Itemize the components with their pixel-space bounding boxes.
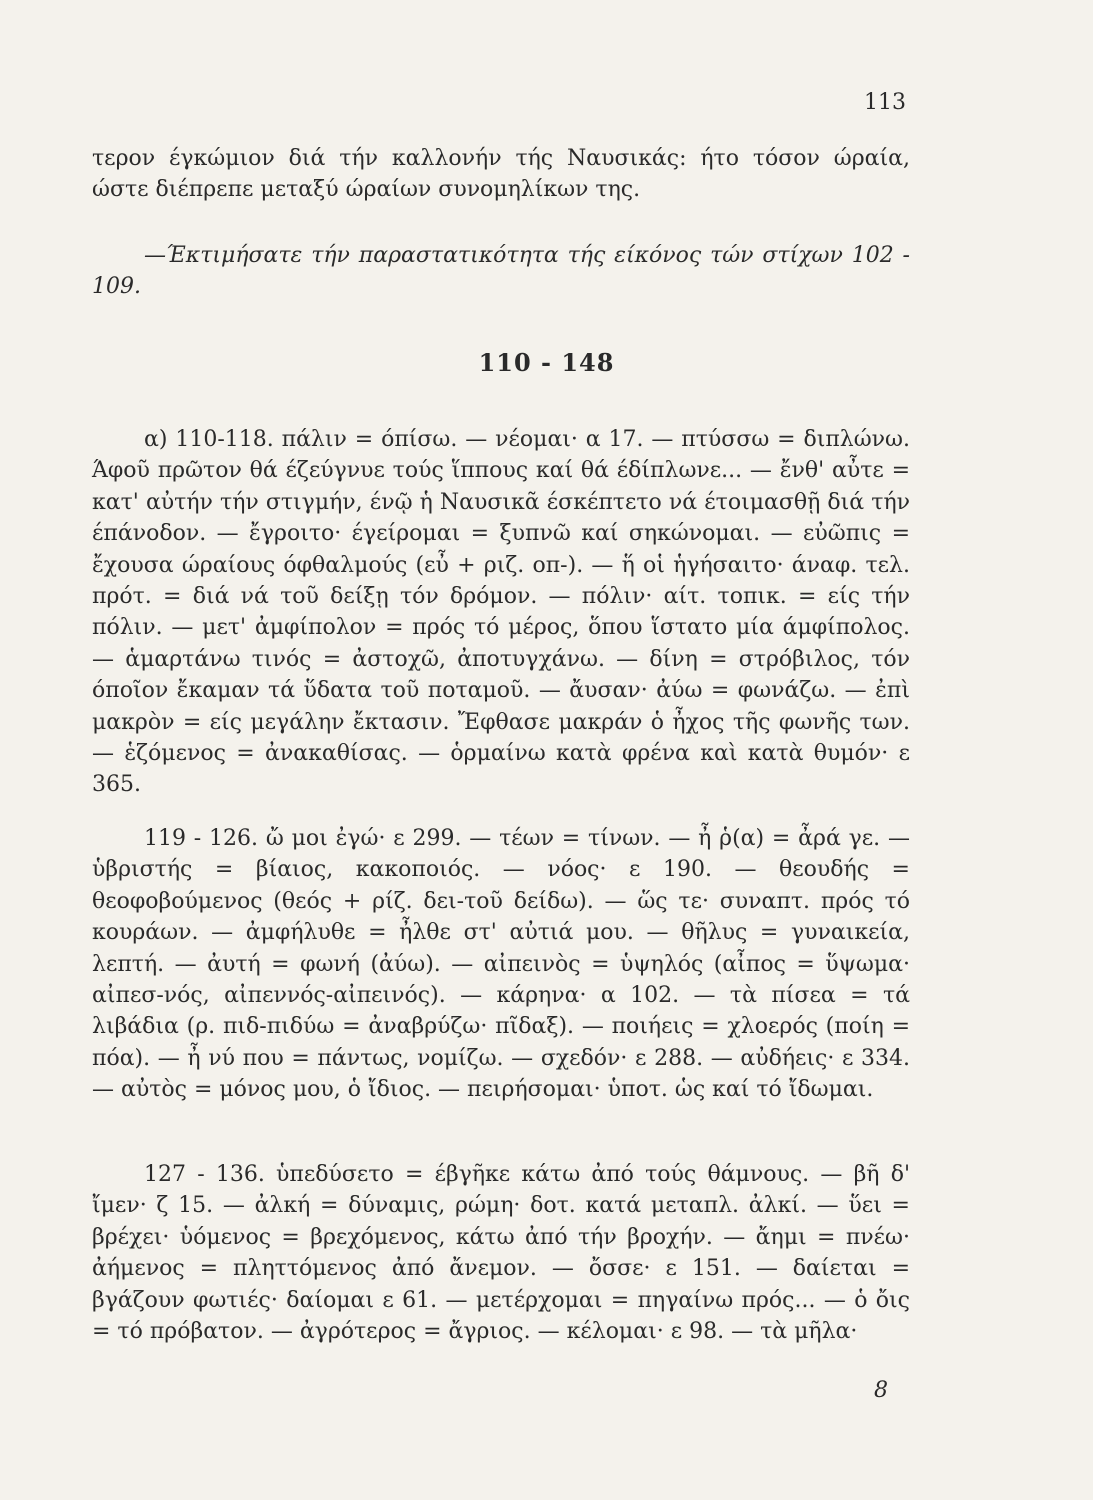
intro-paragraph: τερον έγκώμιον διά τήν καλλονήν τής Ναυσικάς: ήτο τόσον ώραία, ώστε διέπρεπε μεταξύ ώραίων συνομηλίκων της. [92, 146, 910, 203]
section-heading: 110 - 148 [478, 348, 615, 377]
page-number: 113 [864, 90, 906, 115]
commentary-paragraph-127: 127 - 136. ὑπεδύσετο = έβγῆκε κάτω ἀπό τούς θάμνους. — βῆ δ' ἴμεν· ζ 15. — ἀλκή = δύναμις, ρώμη· δοτ. κατά μεταπλ. ἀλκί. — ὕει = βρέχει· ὑόμενος = βρεχόμενος, κάτω ἀπό τήν βροχήν. — ἄημι = πνέω· ἀήμενος = πληττόμενος ἀπό ἄνεμον. — ὄσσε· ε 151. — δαίεται = βγάζουν φωτιές· δαίομαι ε 61. — μετέρχομαι = πηγαίνω πρός... — ὁ ὄις = τό πρόβατον. — ἀγρότερος = ἄγριος. — κέλομαι· ε 98. — τὰ μῆλα· [92, 1162, 910, 1345]
printer-signature: 8 [874, 1378, 888, 1403]
commentary-paragraph-119: 119 - 126. ὤ μοι ἐγώ· ε 299. — τέων = τίνων. — ἦ ῥ(α) = ἆρά γε. — ὑβριστής = βίαιος, κακοποιός. — νόος· ε 190. — θεουδής = θεοφοβούμενος (θεός + ρίζ. δει-τοῦ δείδω). — ὥς τε· συναπτ. πρός τό κουράων. — ἀμφήλυθε = ἦλθε στ' αὐτιά μου. — θῆλυς = γυναικεία, λεπτή. — ἀυτή = φωνή (ἀύω). — αἰπεινὸς = ὑψηλός (αἶπος = ὕψωμα· αἰπεσ-νός, αἰπεννός-αἰπεινός). — κάρηνα· α 102. — τὰ πίσεα = τά λιβάδια (ρ. πιδ-πιδύω = ἀναβρύζω· πῖδαξ). — ποιήεις = χλοερός (ποίη = πόα). — ἦ νύ που = πάντως, νομίζω. — σχεδόν· ε 288. — αὐδήεις· ε 334. — αὐτὸς = μόνος μου, ὁ ἴδιος. — πειρήσομαι· ὑποτ. ὡς καί τό ἴδωμαι. [92, 826, 910, 1103]
commentary-paragraph-110: α) 110-118. πάλιν = όπίσω. — νέομαι· α 17. — πτύσσω = διπλώνω. Άφοῦ πρῶτον θά έζεύγνυε τούς ἵππους καί θά έδίπλωνε... — ἔνθ' αὖτε = κατ' αὐτήν τήν στιγμήν, ένῷ ἡ Ναυσικᾶ έσκέπτετο νά έτοιμασθῇ διά τήν έπάνοδον. — ἔγροιτο· έγείρομαι = ξυπνῶ καί σηκώνομαι. — εὐῶπις = ἔχουσα ώραίους όφθαλμούς (εὖ + ριζ. οπ-). — ἥ οἱ ἡγήσαιτο· άναφ. τελ. πρότ. = διά νά τοῦ δείξῃ τόν δρόμον. — πόλιν· αίτ. τοπικ. = είς τήν πόλιν. — μετ' ἀμφίπολον = πρός τό μέρος, ὅπου ἵστατο μία άμφίπολος. — ἁμαρτάνω τινός = ἀστοχῶ, ἀποτυγχάνω. — δίνη = στρόβιλος, τόν όποῖον ἔκαμαν τά ὕδατα τοῦ ποταμοῦ. — ἄυσαν· ἀύω = φωνάζω. — ἐπὶ μακρὸν = είς μεγάλην ἔκτασιν. Ἔφθασε μακράν ὁ ἦχος τῆς φωνῆς των. — ἑζόμενος = ἀνακαθίσας. — ὁρμαίνω κατὰ φρένα καὶ κατὰ θυμόν· ε 365. [92, 427, 910, 798]
exercise-question: —Έκτιμήσατε τήν παραστατικότητα τής είκόνος τών στίχων 102 - 109. [92, 243, 910, 300]
